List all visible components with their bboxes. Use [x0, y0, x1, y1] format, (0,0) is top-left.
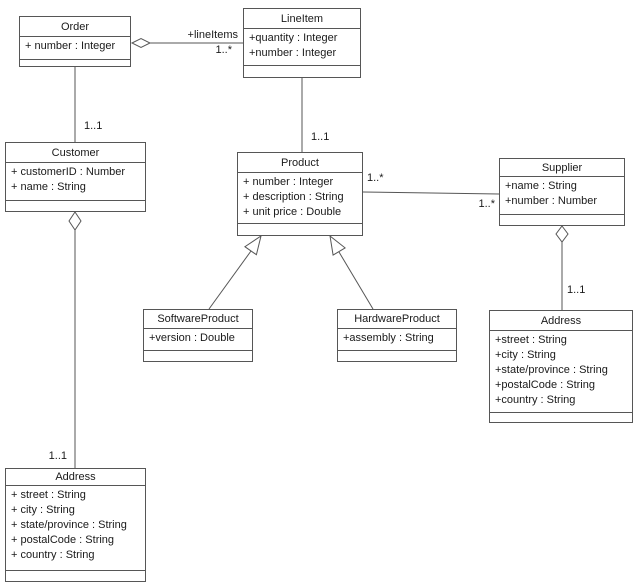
class-lineitem: [243, 8, 361, 78]
class-attribute: + postalCode : String: [11, 534, 115, 546]
class-attribute: + description : String: [243, 191, 344, 203]
class-supplier-name: Supplier: [500, 159, 624, 177]
class-softwareproduct-name: SoftwareProduct: [144, 310, 252, 329]
class-address-supplier-operations-compartment: [490, 413, 632, 422]
class-product-operations-compartment: [238, 224, 362, 235]
class-attribute: + name : String: [11, 181, 86, 193]
class-attribute: + number : Integer: [243, 176, 334, 188]
class-hardwareproduct-name: HardwareProduct: [338, 310, 456, 329]
class-attribute: + city : String: [11, 504, 75, 516]
multiplicity-supplier-address: 1..1: [567, 284, 586, 296]
class-supplier-attributes: [500, 177, 624, 215]
role-label-lineitems: +lineItems: [187, 29, 238, 41]
class-lineitem-operations-compartment: [244, 66, 360, 77]
class-attribute: + state/province : String: [11, 519, 127, 531]
class-lineitem-name: LineItem: [244, 9, 360, 29]
class-hardwareproduct-attributes: [338, 329, 456, 351]
class-softwareproduct-attributes: [144, 329, 252, 351]
class-product-attributes: [238, 173, 362, 224]
class-address-customer-attributes: [6, 486, 145, 571]
class-address-supplier-name: Address: [490, 311, 632, 331]
multiplicity-lineitem-product: 1..1: [311, 131, 330, 143]
class-product-name: Product: [238, 153, 362, 173]
aggregation-diamond-icon-order: [132, 39, 150, 48]
generalization-arrow-icon-hardwareproduct: [330, 236, 345, 255]
class-attribute: +number : Integer: [249, 47, 337, 59]
class-attribute: +name : String: [505, 180, 577, 192]
class-order: [19, 16, 131, 67]
generalization-arrow-icon-softwareproduct: [245, 236, 261, 255]
multiplicity-order-lineitem: 1..*: [215, 44, 232, 56]
class-address-supplier-attributes: [490, 331, 632, 413]
aggregation-diamond-icon-supplier: [556, 226, 568, 242]
class-supplier: [499, 158, 625, 226]
class-attribute: +quantity : Integer: [249, 32, 338, 44]
class-address-customer-name: Address: [6, 469, 145, 486]
class-attribute: + street : String: [11, 489, 86, 501]
multiplicity-order-customer: 1..1: [84, 120, 103, 132]
class-lineitem-attributes: [244, 29, 360, 66]
class-hardwareproduct-operations-compartment: [338, 351, 456, 361]
class-address-customer: [5, 468, 146, 582]
class-order-name: Order: [20, 17, 130, 37]
class-order-operations-compartment: [20, 60, 130, 66]
class-order-attributes: [20, 37, 130, 60]
class-attribute: +city : String: [495, 349, 556, 361]
association-line-product-supplier: [363, 192, 499, 194]
class-customer-operations-compartment: [6, 201, 145, 211]
class-attribute: + number : Integer: [25, 40, 116, 52]
class-attribute: +assembly : String: [343, 332, 434, 344]
class-customer-name: Customer: [6, 143, 145, 163]
class-address-supplier: [489, 310, 633, 423]
class-attribute: + customerID : Number: [11, 166, 126, 178]
class-hardwareproduct: [337, 309, 457, 362]
class-attribute: + country : String: [11, 549, 95, 561]
class-supplier-operations-compartment: [500, 215, 624, 225]
multiplicity-product-supplier-supplier-end: 1..*: [478, 198, 495, 210]
class-address-customer-operations-compartment: [6, 571, 145, 581]
class-attribute: +number : Number: [505, 195, 598, 207]
class-softwareproduct-operations-compartment: [144, 351, 252, 361]
aggregation-diamond-icon-customer: [69, 212, 81, 230]
class-attribute: +country : String: [495, 394, 576, 406]
class-product: [237, 152, 363, 236]
class-attribute: +street : String: [495, 334, 567, 346]
multiplicity-customer-address: 1..1: [48, 450, 67, 462]
class-attribute: +postalCode : String: [495, 379, 595, 391]
class-customer-attributes: [6, 163, 145, 201]
class-customer: [5, 142, 146, 212]
generalization-line-hardwareproduct-product: [339, 252, 373, 309]
generalization-line-softwareproduct-product: [209, 251, 251, 309]
class-softwareproduct: [143, 309, 253, 362]
class-attribute: +state/province : String: [495, 364, 608, 376]
class-attribute: + unit price : Double: [243, 206, 342, 218]
multiplicity-product-supplier-product-end: 1..*: [367, 172, 384, 184]
class-attribute: +version : Double: [149, 332, 235, 344]
